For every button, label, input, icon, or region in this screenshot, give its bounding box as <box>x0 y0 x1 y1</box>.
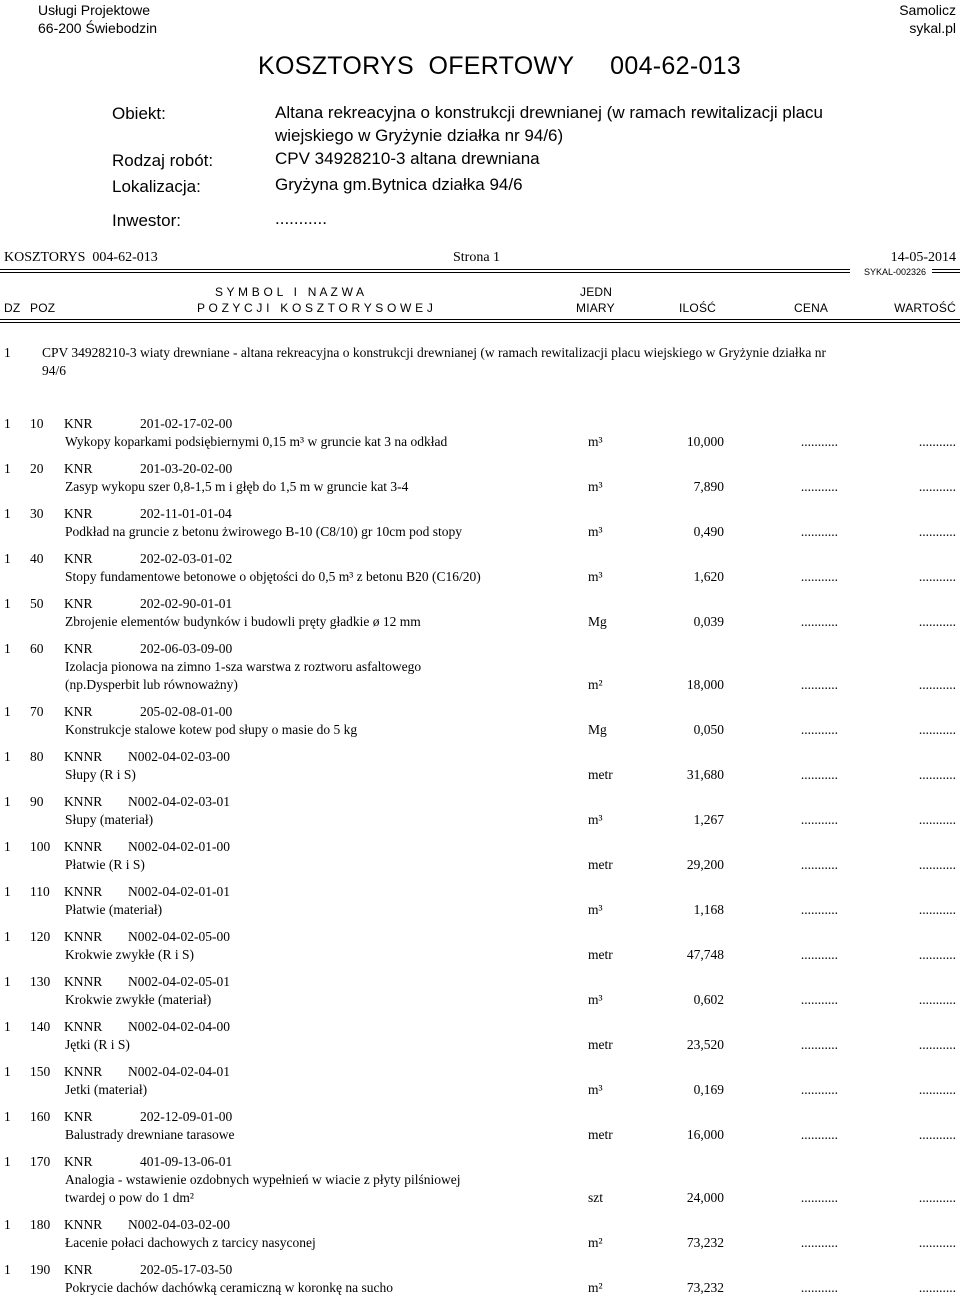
item-catalog: KNR <box>64 704 93 719</box>
item-value: ........... <box>918 434 956 449</box>
item-catalog: KNR <box>64 1154 93 1169</box>
item-unit: Mg <box>588 614 607 629</box>
item-quantity: 1,168 <box>693 902 724 917</box>
item-value: ........... <box>918 812 956 827</box>
item-value: ........... <box>918 677 956 692</box>
item-poz: 170 <box>30 1154 51 1169</box>
item-value: ........... <box>918 1127 956 1142</box>
item-price: ........... <box>800 434 838 449</box>
col-jedn-line1: JEDN <box>580 285 613 299</box>
item-code: 202-12-09-01-00 <box>140 1109 233 1124</box>
item-price: ........... <box>800 902 838 917</box>
item-poz: 20 <box>30 461 44 476</box>
item-code: 205-02-08-01-00 <box>140 704 233 719</box>
item-quantity: 16,000 <box>686 1127 724 1142</box>
lokalizacja-value: Gryżyna gm.Bytnica działka 94/6 <box>275 175 523 194</box>
item-description: Zbrojenie elementów budynków i budowli pręty gładkie ø 12 mm <box>65 614 421 629</box>
item-price: ........... <box>800 1235 838 1250</box>
obiekt-label: Obiekt: <box>112 104 166 123</box>
item-catalog: KNR <box>64 416 93 431</box>
strip-date: 14-05-2014 <box>890 250 956 265</box>
inwestor-value: ........... <box>275 209 327 228</box>
item-code: 202-06-03-09-00 <box>140 641 233 656</box>
col-wartosc: WARTOŚĆ <box>894 301 956 315</box>
item-description: Izolacja pionowa na zimno 1-sza warstwa z roztworu asfaltowego <box>65 659 422 674</box>
item-catalog: KNNR <box>64 929 103 944</box>
item-code: N002-04-03-02-00 <box>128 1217 230 1232</box>
item-description: Łacenie połaci dachowych z tarcicy nasyconej <box>65 1235 316 1250</box>
item-dz: 1 <box>4 641 11 656</box>
item-price: ........... <box>800 1037 838 1052</box>
item-price: ........... <box>800 677 838 692</box>
item-price: ........... <box>800 947 838 962</box>
item-dz: 1 <box>4 1064 11 1079</box>
item-value: ........... <box>918 569 956 584</box>
item-value: ........... <box>918 1082 956 1097</box>
item-poz: 180 <box>30 1217 51 1232</box>
item-unit: m³ <box>588 569 603 584</box>
item-description: (np.Dysperbit lub równoważny) <box>65 677 238 692</box>
item-unit: m³ <box>588 902 603 917</box>
item-unit: m² <box>588 1280 603 1295</box>
item-dz: 1 <box>4 1217 11 1232</box>
item-dz: 1 <box>4 461 11 476</box>
item-price: ........... <box>800 722 838 737</box>
item-dz: 1 <box>4 551 11 566</box>
item-unit: metr <box>588 1037 613 1052</box>
item-code: N002-04-02-01-00 <box>128 839 230 854</box>
section-dz: 1 <box>4 345 11 360</box>
header-rule <box>0 319 960 323</box>
item-quantity: 47,748 <box>686 947 724 962</box>
obiekt-value-line1: Altana rekreacyjna o konstrukcji drewnianej (w ramach rewitalizacji placu <box>275 103 824 122</box>
section-title-line2: 94/6 <box>42 363 67 378</box>
col-symbol-line1: S Y M B O L I N A Z W A <box>215 285 365 299</box>
item-code: 202-02-03-01-02 <box>140 551 233 566</box>
item-price: ........... <box>800 479 838 494</box>
item-price: ........... <box>800 767 838 782</box>
item-unit: m³ <box>588 1082 603 1097</box>
item-poz: 160 <box>30 1109 51 1124</box>
item-dz: 1 <box>4 596 11 611</box>
item-unit: metr <box>588 1127 613 1142</box>
item-unit: szt <box>588 1190 603 1205</box>
company-block <box>38 1 157 37</box>
item-dz: 1 <box>4 1262 11 1277</box>
item-poz: 130 <box>30 974 51 989</box>
item-price: ........... <box>800 992 838 1007</box>
item-quantity: 0,169 <box>693 1082 724 1097</box>
item-dz: 1 <box>4 1154 11 1169</box>
item-price: ........... <box>800 1280 838 1295</box>
item-quantity: 73,232 <box>686 1235 724 1250</box>
item-value: ........... <box>918 1235 956 1250</box>
item-description: Konstrukcje stalowe kotew pod słupy o masie do 5 kg <box>65 722 358 737</box>
item-unit: m² <box>588 1235 603 1250</box>
item-code: N002-04-02-03-00 <box>128 749 230 764</box>
item-code: N002-04-02-01-01 <box>128 884 230 899</box>
section-title-line1: CPV 34928210-3 wiaty drewniane - altana rekreacyjna o konstrukcji drewnianej (w ramach rewitalizacji placu wiejskiego w Gryżynie działka nr <box>42 345 826 360</box>
right-header-block <box>899 1 956 37</box>
item-code: 202-02-90-01-01 <box>140 596 233 611</box>
item-value: ........... <box>918 479 956 494</box>
item-dz: 1 <box>4 1019 11 1034</box>
item-catalog: KNNR <box>64 1064 103 1079</box>
strip-doc-number: KOSZTORYS 004-62-013 <box>4 250 158 265</box>
item-description: Płatwie (R i S) <box>65 857 145 872</box>
item-quantity: 23,520 <box>686 1037 724 1052</box>
item-code: N002-04-02-04-01 <box>128 1064 230 1079</box>
item-description: Balustrady drewniane tarasowe <box>65 1127 235 1142</box>
item-quantity: 31,680 <box>686 767 724 782</box>
item-poz: 70 <box>30 704 44 719</box>
rodzaj-value: CPV 34928210-3 altana drewniana <box>275 149 540 168</box>
item-value: ........... <box>918 947 956 962</box>
item-quantity: 18,000 <box>686 677 724 692</box>
item-value: ........... <box>918 614 956 629</box>
item-dz: 1 <box>4 506 11 521</box>
item-poz: 50 <box>30 596 44 611</box>
item-quantity: 73,232 <box>686 1280 724 1295</box>
col-ilosc: ILOŚĆ <box>679 301 717 315</box>
item-value: ........... <box>918 722 956 737</box>
obiekt-value-line2: wiejskiego w Gryżynie działka nr 94/6) <box>275 126 564 145</box>
item-catalog: KNR <box>64 641 93 656</box>
item-price: ........... <box>800 857 838 872</box>
col-poz: POZ <box>30 301 56 315</box>
item-catalog: KNNR <box>64 974 103 989</box>
col-symbol-line2: P O Z Y C J I K O S Z T O R Y S O W E J <box>197 301 434 315</box>
item-poz: 190 <box>30 1262 51 1277</box>
strip-rule-right <box>932 269 960 273</box>
item-unit: metr <box>588 767 613 782</box>
item-quantity: 24,000 <box>686 1190 724 1205</box>
item-price: ........... <box>800 812 838 827</box>
item-quantity: 0,490 <box>693 524 724 539</box>
item-poz: 10 <box>30 416 44 431</box>
item-price: ........... <box>800 614 838 629</box>
item-value: ........... <box>918 1280 956 1295</box>
item-price: ........... <box>800 1082 838 1097</box>
company-address: 66-200 Świebodzin <box>38 20 158 36</box>
item-quantity: 10,000 <box>686 434 724 449</box>
item-description: Wykopy koparkami podsiębiernymi 0,15 m³ w gruncie kat 3 na odkład <box>65 434 448 449</box>
item-unit: metr <box>588 947 613 962</box>
col-dz: DZ <box>4 301 21 315</box>
lokalizacja-label: Lokalizacja: <box>112 177 201 196</box>
item-dz: 1 <box>4 1109 11 1124</box>
item-dz: 1 <box>4 839 11 854</box>
item-value: ........... <box>918 1037 956 1052</box>
item-unit: m³ <box>588 812 603 827</box>
item-description: Podkład na gruncie z betonu żwirowego B-10 (C8/10) gr 10cm pod stopy <box>65 524 463 539</box>
item-poz: 30 <box>30 506 44 521</box>
item-value: ........... <box>918 524 956 539</box>
document-title: KOSZTORYS OFERTOWY 004-62-013 <box>258 52 742 80</box>
item-code: 202-11-01-01-04 <box>140 506 232 521</box>
inwestor-label: Inwestor: <box>112 211 181 230</box>
item-quantity: 1,620 <box>693 569 724 584</box>
item-poz: 40 <box>30 551 44 566</box>
col-cena: CENA <box>794 301 829 315</box>
item-code: N002-04-02-04-00 <box>128 1019 230 1034</box>
item-poz: 110 <box>30 884 50 899</box>
item-catalog: KNR <box>64 1262 93 1277</box>
item-description: Analogia - wstawienie ozdobnych wypełnień w wiacie z płyty pilśniowej <box>65 1172 461 1187</box>
item-catalog: KNR <box>64 1109 93 1124</box>
item-unit: m³ <box>588 479 603 494</box>
item-description: Pokrycie dachów dachówką ceramiczną w koronkę na sucho <box>65 1280 393 1295</box>
item-catalog: KNR <box>64 551 93 566</box>
item-dz: 1 <box>4 749 11 764</box>
item-poz: 120 <box>30 929 51 944</box>
item-quantity: 1,267 <box>693 812 724 827</box>
item-code: 201-03-20-02-00 <box>140 461 233 476</box>
item-quantity: 0,039 <box>693 614 724 629</box>
item-catalog: KNR <box>64 461 93 476</box>
item-dz: 1 <box>4 929 11 944</box>
right-header-line1: Samolicz <box>899 2 956 18</box>
item-catalog: KNR <box>64 506 93 521</box>
item-poz: 80 <box>30 749 44 764</box>
item-quantity: 0,602 <box>693 992 724 1007</box>
item-value: ........... <box>918 902 956 917</box>
item-description: Słupy (materiał) <box>65 812 154 827</box>
item-catalog: KNNR <box>64 794 103 809</box>
item-value: ........... <box>918 767 956 782</box>
program-code: SYKAL-002326 <box>863 267 926 277</box>
item-catalog: KNNR <box>64 749 103 764</box>
item-dz: 1 <box>4 974 11 989</box>
item-description: Zasyp wykopu szer 0,8-1,5 m i głęb do 1,5 m w gruncie kat 3-4 <box>65 479 409 494</box>
item-description: Stopy fundamentowe betonowe o objętości do 0,5 m³ z betonu B20 (C16/20) <box>65 569 481 584</box>
item-description: Jetki (materiał) <box>65 1082 148 1097</box>
item-poz: 60 <box>30 641 44 656</box>
item-quantity: 0,050 <box>693 722 724 737</box>
rodzaj-label: Rodzaj robót: <box>112 151 214 170</box>
item-description: Jętki (R i S) <box>65 1037 130 1052</box>
item-poz: 100 <box>30 839 51 854</box>
item-dz: 1 <box>4 416 11 431</box>
item-unit: m² <box>588 677 603 692</box>
item-poz: 90 <box>30 794 44 809</box>
item-unit: Mg <box>588 722 607 737</box>
company-name: Usługi Projektowe <box>38 2 151 18</box>
item-price: ........... <box>800 1127 838 1142</box>
strip-page-number: Strona 1 <box>453 250 501 265</box>
item-description: Słupy (R i S) <box>65 767 136 782</box>
item-description: twardej o pow do 1 dm² <box>65 1190 194 1205</box>
item-unit: m³ <box>588 524 603 539</box>
item-catalog: KNNR <box>64 884 103 899</box>
item-poz: 150 <box>30 1064 51 1079</box>
item-unit: metr <box>588 857 613 872</box>
item-value: ........... <box>918 857 956 872</box>
item-value: ........... <box>918 1190 956 1205</box>
item-price: ........... <box>800 1190 838 1205</box>
col-jedn-line2: MIARY <box>576 301 615 315</box>
item-catalog: KNNR <box>64 1019 103 1034</box>
item-unit: m³ <box>588 434 603 449</box>
item-poz: 140 <box>30 1019 51 1034</box>
item-price: ........... <box>800 524 838 539</box>
item-description: Krokwie zwykłe (materiał) <box>65 992 212 1007</box>
item-description: Krokwie zwykłe (R i S) <box>65 947 194 962</box>
item-description: Płatwie (materiał) <box>65 902 163 917</box>
item-unit: m³ <box>588 992 603 1007</box>
strip-rule-left <box>0 269 850 273</box>
item-catalog: KNR <box>64 596 93 611</box>
item-dz: 1 <box>4 794 11 809</box>
item-quantity: 29,200 <box>686 857 724 872</box>
item-code: 401-09-13-06-01 <box>140 1154 233 1169</box>
item-code: N002-04-02-05-00 <box>128 929 230 944</box>
item-code: 201-02-17-02-00 <box>140 416 233 431</box>
item-code: 202-05-17-03-50 <box>140 1262 233 1277</box>
item-dz: 1 <box>4 884 11 899</box>
right-header-line2: sykal.pl <box>909 20 956 36</box>
item-value: ........... <box>918 992 956 1007</box>
item-quantity: 7,890 <box>693 479 724 494</box>
item-catalog: KNNR <box>64 839 103 854</box>
item-price: ........... <box>800 569 838 584</box>
item-dz: 1 <box>4 704 11 719</box>
item-code: N002-04-02-05-01 <box>128 974 230 989</box>
item-code: N002-04-02-03-01 <box>128 794 230 809</box>
item-catalog: KNNR <box>64 1217 103 1232</box>
